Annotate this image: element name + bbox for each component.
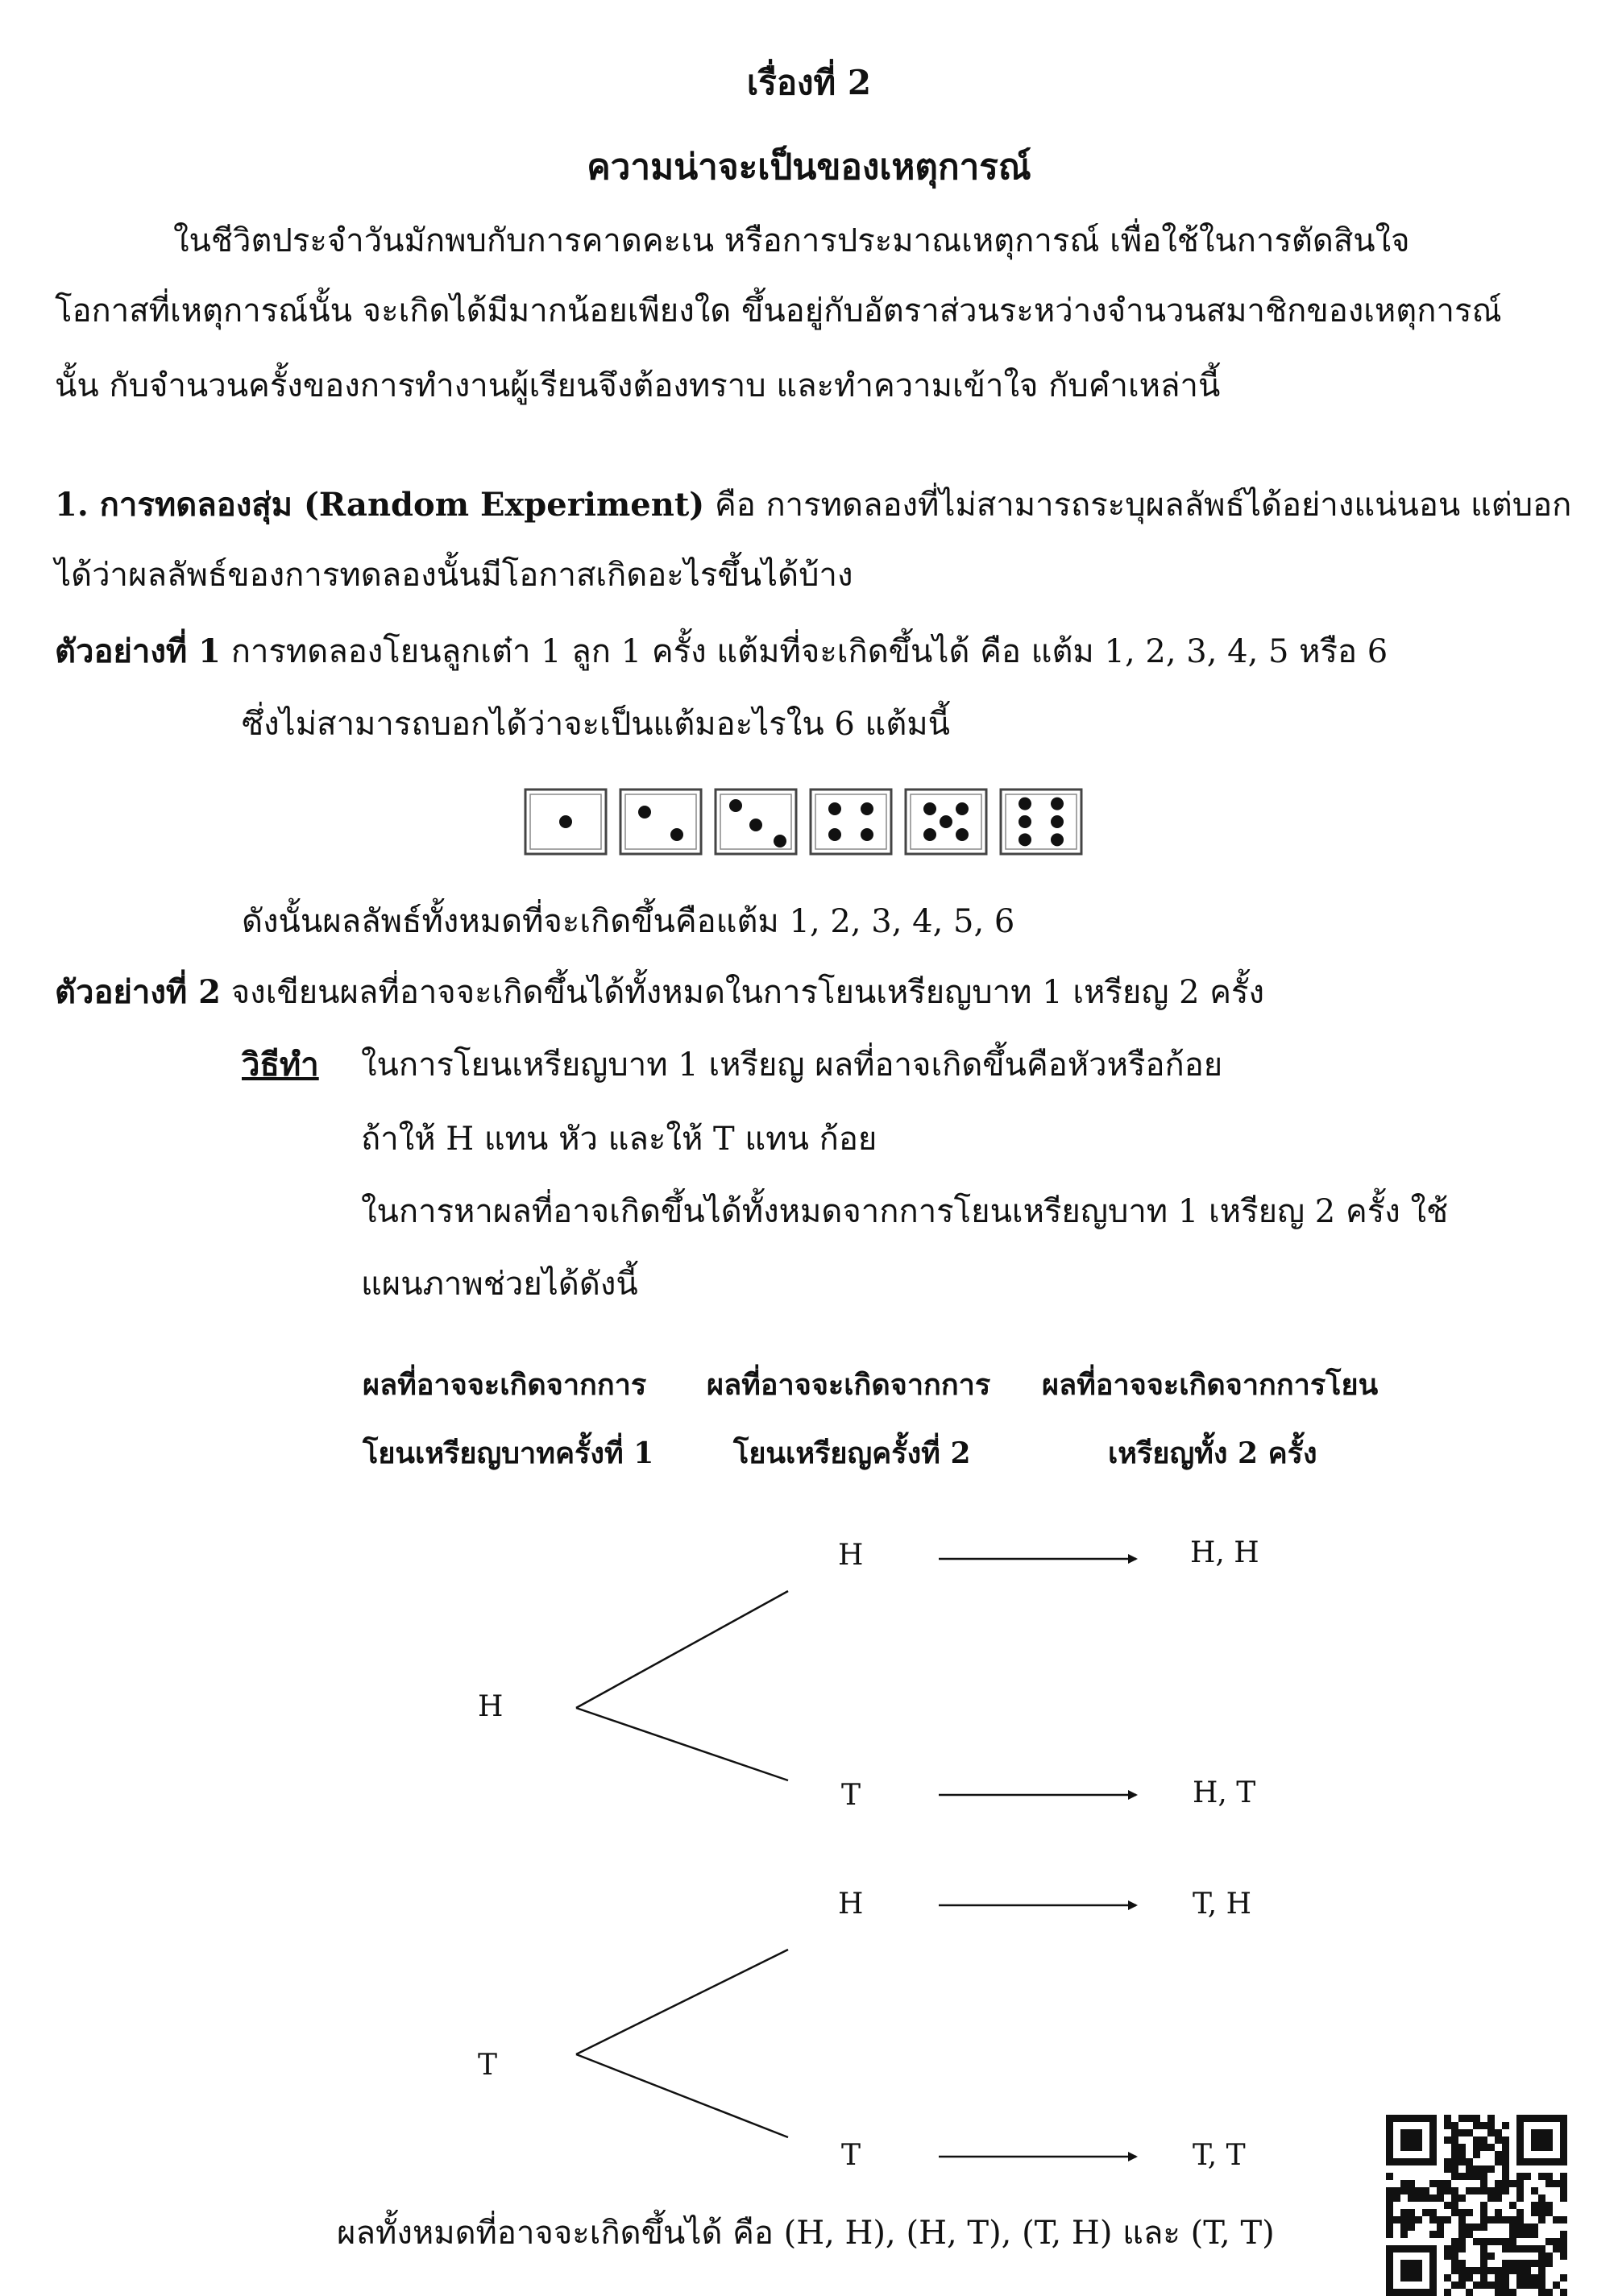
page-subtitle: ความน่าจะเป็นของเหตุการณ์ xyxy=(587,147,1031,188)
example1-line-2: ซึ่งไม่สามารถบอกได้ว่าจะเป็นแต้มอะไรใน 6 แต้มนี้ xyxy=(242,706,951,743)
method-label: วิธีทำ xyxy=(242,1046,319,1084)
example1-label: ตัวอย่างที่ 1 xyxy=(55,632,222,670)
tree-second-h-2: H xyxy=(838,1888,864,1921)
branch-h-t xyxy=(576,1708,788,1780)
tree-second-t-2: T xyxy=(841,2139,861,2172)
example1-text-1: การทดลองโยนลูกเต๋า 1 ลูก 1 ครั้ง แต้มที่จะเกิดขึ้นได้ คือ แต้ม 1, 2, 3, 4, 5 หรือ 6 xyxy=(221,633,1388,670)
example2-method-1: ในการโยนเหรียญบาท 1 เหรียญ ผลที่อาจเกิดขึ้นคือหัวหรือก้อย xyxy=(361,1046,1223,1084)
tree-outcome-4: T, T xyxy=(1193,2139,1246,2172)
intro-line-1: ในชีวิตประจำวันมักพบกับการคาดคะเน หรือการประมาณเหตุการณ์ เพื่อใช้ในการตัดสินใจ xyxy=(173,222,1410,259)
tree-outcome-1: H, H xyxy=(1190,1536,1259,1569)
intro-line-2: โอกาสที่เหตุการณ์นั้น จะเกิดได้มีมากน้อยเพียงใด ขึ้นอยู่กับอัตราส่วนระหว่างจำนวนสมาชิกของเหตุการณ์ xyxy=(55,292,1502,329)
tree-second-h-1: H xyxy=(838,1539,864,1572)
tree-second-t-1: T xyxy=(841,1779,861,1812)
page-title: เรื่องที่ 2 xyxy=(746,63,872,102)
branch-h-h xyxy=(576,1591,788,1708)
example2-method-2: ถ้าให้ H แทน หัว และให้ T แทน ก้อย xyxy=(361,1121,877,1158)
branch-t-h xyxy=(576,1950,788,2054)
section1-heading: 1. การทดลองสุ่ม (Random Experiment) xyxy=(55,486,705,524)
example2-method-4: แผนภาพช่วยได้ดังนี้ xyxy=(361,1266,638,1303)
tree-first-h: H xyxy=(478,1690,504,1723)
intro-line-3: นั้น กับจำนวนครั้งของการทำงานผู้เรียนจึงต้องทราบ และทำความเข้าใจ กับคำเหล่านี้ xyxy=(55,367,1221,404)
tree-col1-header-2: โยนเหรียญบาทครั้งที่ 1 xyxy=(363,1436,654,1470)
section1-line-2: ได้ว่าผลลัพธ์ของการทดลองนั้นมีโอกาสเกิดอะไรขึ้นได้บ้าง xyxy=(55,557,853,594)
tree-first-t: T xyxy=(478,2049,498,2082)
branch-t-t xyxy=(576,2054,788,2137)
example2-method-3: ในการหาผลที่อาจเกิดขึ้นได้ทั้งหมดจากการโยนเหรียญบาท 1 เหรียญ 2 ครั้ง ใช้ xyxy=(361,1193,1449,1230)
tree-col3-header-2: เหรียญทั้ง 2 ครั้ง xyxy=(1108,1436,1317,1470)
tree-col2-header-2: โยนเหรียญครั้งที่ 2 xyxy=(733,1436,971,1470)
tree-outcome-2: H, T xyxy=(1193,1776,1256,1809)
example2-label: ตัวอย่างที่ 2 xyxy=(55,973,222,1011)
final-statement: ผลทั้งหมดที่อาจจะเกิดขึ้นได้ คือ (H, H), (H, T), (T, H) และ (T, T) xyxy=(337,2215,1275,2252)
tree-col1-header-1: ผลที่อาจจะเกิดจากการ xyxy=(363,1368,647,1402)
section1-text-1: คือ การทดลองที่ไม่สามารถระบุผลลัพธ์ได้อย่างแน่นอน แต่บอก xyxy=(704,487,1572,524)
tree-col2-header-1: ผลที่อาจจะเกิดจากการ xyxy=(707,1368,991,1402)
example1-conclusion: ดังนั้นผลลัพธ์ทั้งหมดที่จะเกิดขึ้นคือแต้ม 1, 2, 3, 4, 5, 6 xyxy=(242,903,1015,940)
example2-text: จงเขียนผลที่อาจจะเกิดขึ้นได้ทั้งหมดในการโยนเหรียญบาท 1 เหรียญ 2 ครั้ง xyxy=(221,974,1265,1011)
tree-col3-header-1: ผลที่อาจจะเกิดจากการโยน xyxy=(1042,1368,1379,1402)
tree-outcome-3: T, H xyxy=(1193,1888,1252,1921)
